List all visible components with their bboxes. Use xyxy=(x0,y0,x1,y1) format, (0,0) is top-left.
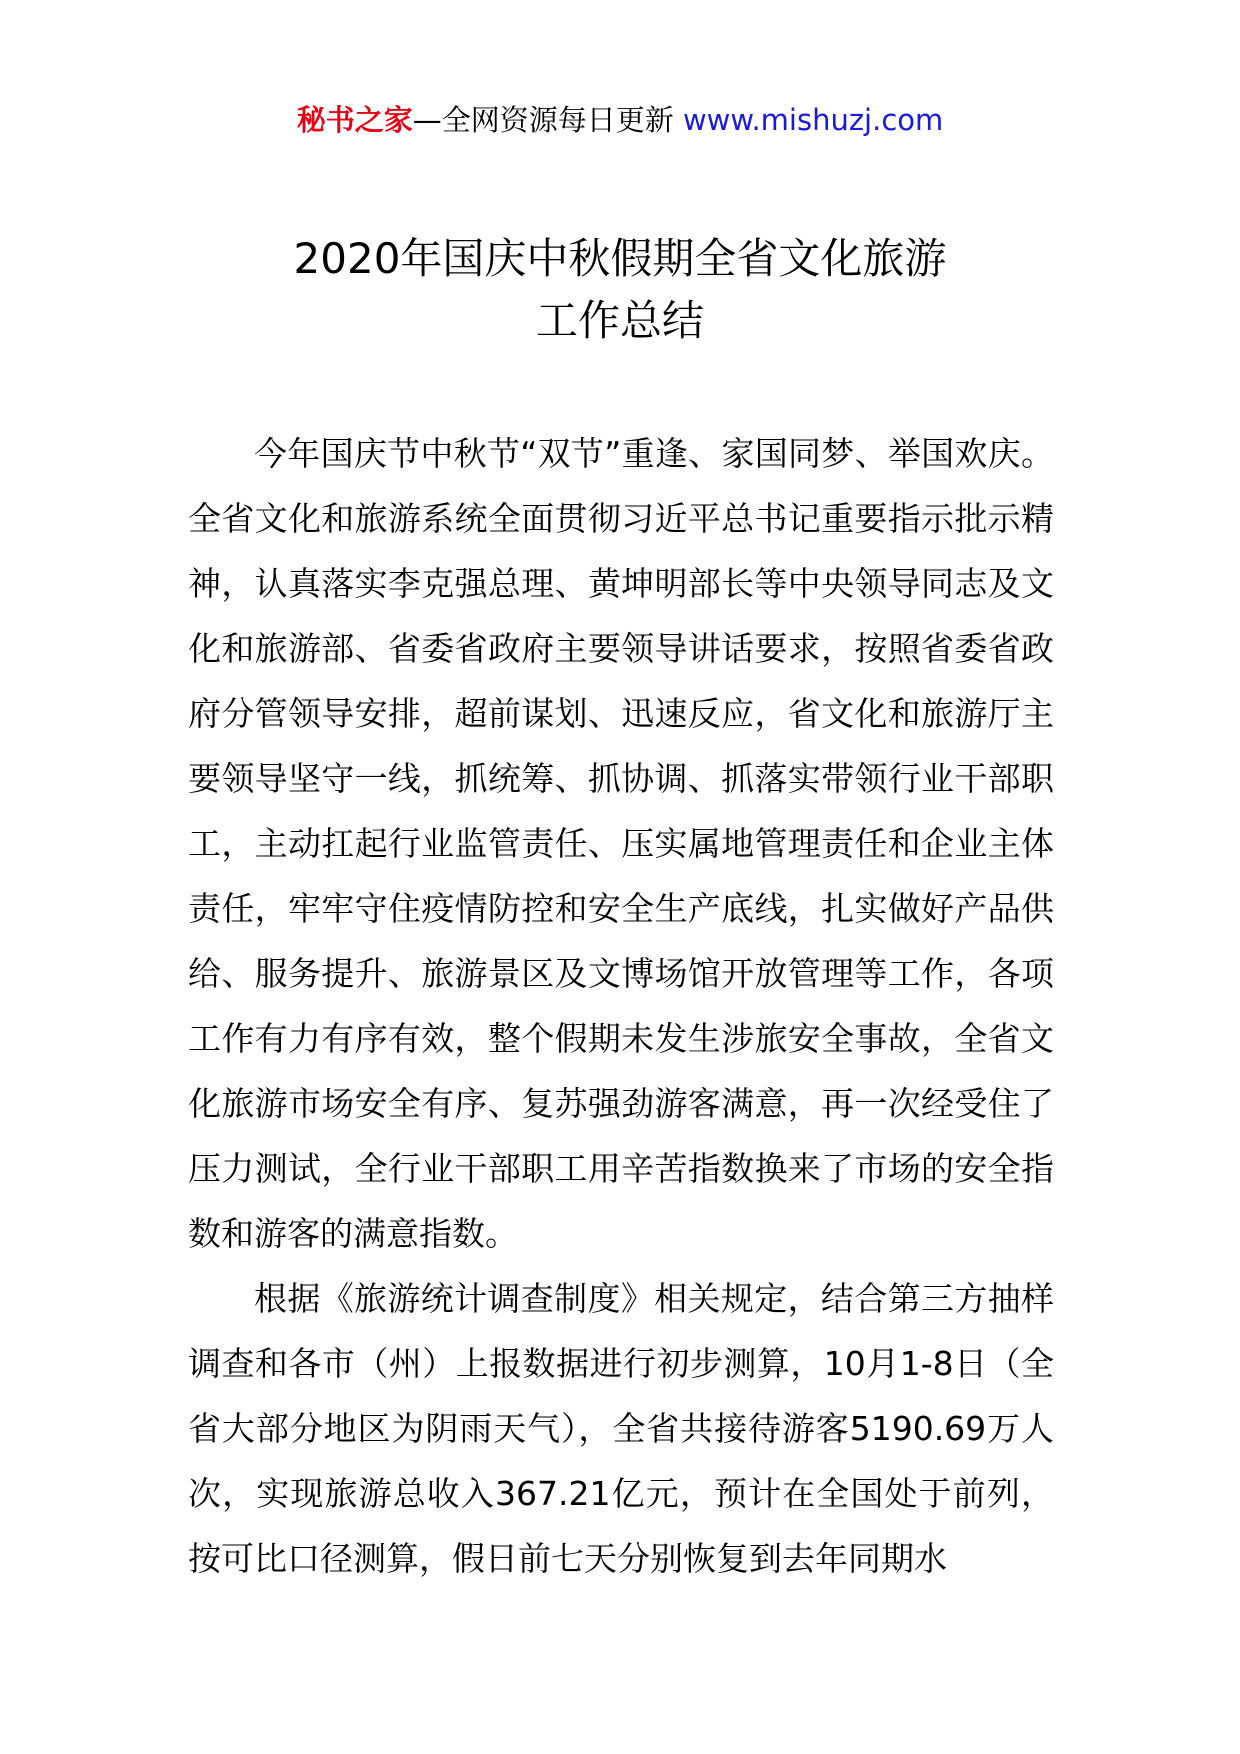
title-line-1: 2020年国庆中秋假期全省文化旅游 xyxy=(293,234,947,283)
brand-name: 秘书之家 xyxy=(296,103,413,137)
paragraph-1: 今年国庆节中秋节“双节”重逢、家国同梦、举国欢庆。全省文化和旅游系统全面贯彻习近平总书记重要指示批示精神，认真落实李克强总理、黄坤明部长等中央领导同志及文化和旅游部、省委省政府主要领导讲话要求，按照省委省政府分管领导安排，超前谋划、迅速反应，省文化和旅游厅主要领导坚守一线，抓统筹、抓协调、抓落实带领行业干部职工，主动扛起行业监管责任、压实属地管理责任和企业主体责任，牢牢守住疫情防控和安全生产底线，扎实做好产品供给、服务提升、旅游景区及文博场馆开放管理等工作，各项工作有力有序有效，整个假期未发生涉旅安全事故，全省文化旅游市场安全有序、复苏强劲游客满意，再一次经受住了压力测试，全行业干部职工用辛苦指数换来了市场的安全指数和游客的满意指数。 xyxy=(188,434,1054,1253)
paragraph-2: 根据《旅游统计调查制度》相关规定，结合第三方抽样调查和各市（州）上报数据进行初步测算，10月1-8日（全省大部分地区为阴雨天气），全省共接待游客5190.69万人次，实现旅游总收入367.21亿元，预计在全国处于前列，按可比口径测算，假日前七天分别恢复到去年同期水 xyxy=(188,1279,1054,1578)
site-header xyxy=(0,100,1240,140)
site-url-link[interactable]: www.mishuzj.com xyxy=(682,103,944,137)
document-title xyxy=(0,228,1240,352)
header-tagline: —全网资源每日更新 xyxy=(412,103,674,137)
document-body xyxy=(188,421,1054,1591)
title-line-2: 工作总结 xyxy=(535,296,704,345)
